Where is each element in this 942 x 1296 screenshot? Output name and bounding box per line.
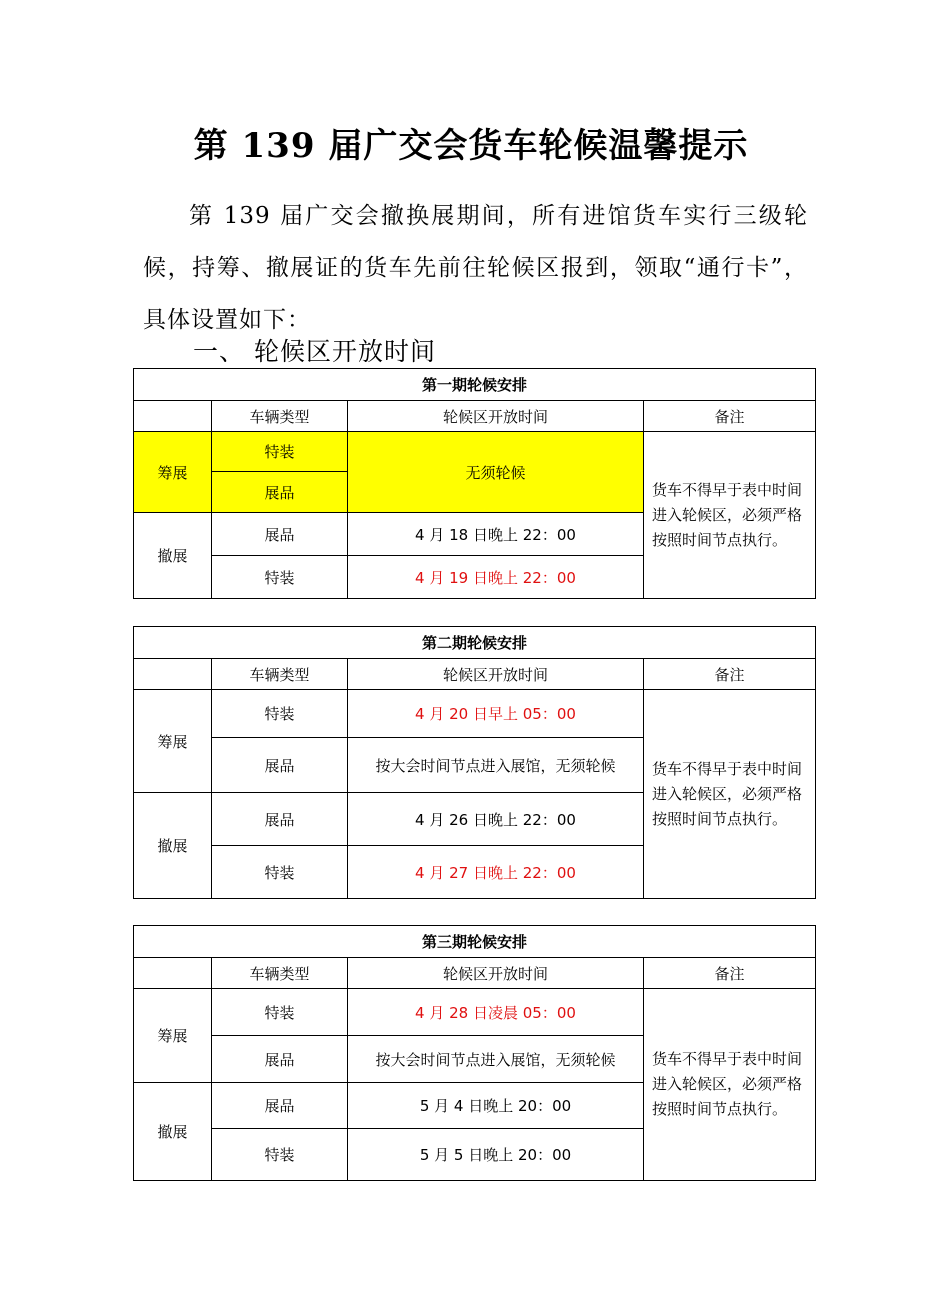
header-empty: [134, 958, 212, 989]
header-open-time: 轮候区开放时间: [348, 401, 644, 432]
schedule-table-phase-2: [133, 626, 816, 899]
header-note: 备注: [644, 958, 816, 989]
open-time: 按大会时间节点进入展馆，无须轮候: [348, 738, 644, 793]
vehicle-type: 特装: [212, 432, 348, 472]
header-vehicle-type: 车辆类型: [212, 958, 348, 989]
open-time: 4 月 26 日晚上 22：00: [348, 793, 644, 846]
header-empty: [134, 401, 212, 432]
note-cell: 货车不得早于表中时间进入轮候区，必须严格按照时间节点执行。: [644, 989, 816, 1181]
header-vehicle-type: 车辆类型: [212, 659, 348, 690]
open-time: 5 月 4 日晚上 20：00: [348, 1083, 644, 1129]
stage-setup: 筹展: [134, 989, 212, 1083]
table-caption: 第二期轮候安排: [134, 627, 816, 659]
vehicle-type: 特装: [212, 989, 348, 1036]
header-open-time: 轮候区开放时间: [348, 659, 644, 690]
intro-paragraph: 第 139 届广交会撤换展期间，所有进馆货车实行三级轮候，持筹、撤展证的货车先前往轮候区报到，领取“通行卡”，具体设置如下：: [143, 203, 808, 333]
stage-setup: 筹展: [134, 432, 212, 513]
open-time: 4 月 28 日凌晨 05：00: [348, 989, 644, 1036]
open-time: 4 月 27 日晚上 22：00: [348, 846, 644, 899]
open-time: 4 月 18 日晚上 22：00: [348, 513, 644, 556]
header-note: 备注: [644, 401, 816, 432]
stage-teardown: 撤展: [134, 1083, 212, 1181]
open-time: 5 月 5 日晚上 20：00: [348, 1129, 644, 1181]
open-time: 4 月 20 日早上 05：00: [348, 690, 644, 738]
note-cell: 货车不得早于表中时间进入轮候区，必须严格按照时间节点执行。: [644, 432, 816, 599]
document-title: 第 139 届广交会货车轮候温馨提示: [193, 126, 749, 166]
open-time: 按大会时间节点进入展馆，无须轮候: [348, 1036, 644, 1083]
stage-teardown: 撤展: [134, 513, 212, 599]
header-note: 备注: [644, 659, 816, 690]
vehicle-type: 展品: [212, 738, 348, 793]
open-time: 无须轮候: [348, 432, 644, 513]
header-vehicle-type: 车辆类型: [212, 401, 348, 432]
table-caption: 第一期轮候安排: [134, 369, 816, 401]
note-cell: 货车不得早于表中时间进入轮候区，必须严格按照时间节点执行。: [644, 690, 816, 899]
header-open-time: 轮候区开放时间: [348, 958, 644, 989]
vehicle-type: 展品: [212, 1036, 348, 1083]
header-empty: [134, 659, 212, 690]
vehicle-type: 特装: [212, 556, 348, 599]
open-time: 4 月 19 日晚上 22：00: [348, 556, 644, 599]
schedule-table-phase-1: [133, 368, 816, 599]
vehicle-type: 展品: [212, 472, 348, 513]
vehicle-type: 展品: [212, 1083, 348, 1129]
vehicle-type: 展品: [212, 793, 348, 846]
stage-teardown: 撤展: [134, 793, 212, 899]
vehicle-type: 特装: [212, 846, 348, 899]
vehicle-type: 特装: [212, 690, 348, 738]
stage-setup: 筹展: [134, 690, 212, 793]
section-heading: 一、 轮候区开放时间: [193, 337, 436, 366]
table-caption: 第三期轮候安排: [134, 926, 816, 958]
schedule-table-phase-3: [133, 925, 816, 1181]
vehicle-type: 特装: [212, 1129, 348, 1181]
vehicle-type: 展品: [212, 513, 348, 556]
